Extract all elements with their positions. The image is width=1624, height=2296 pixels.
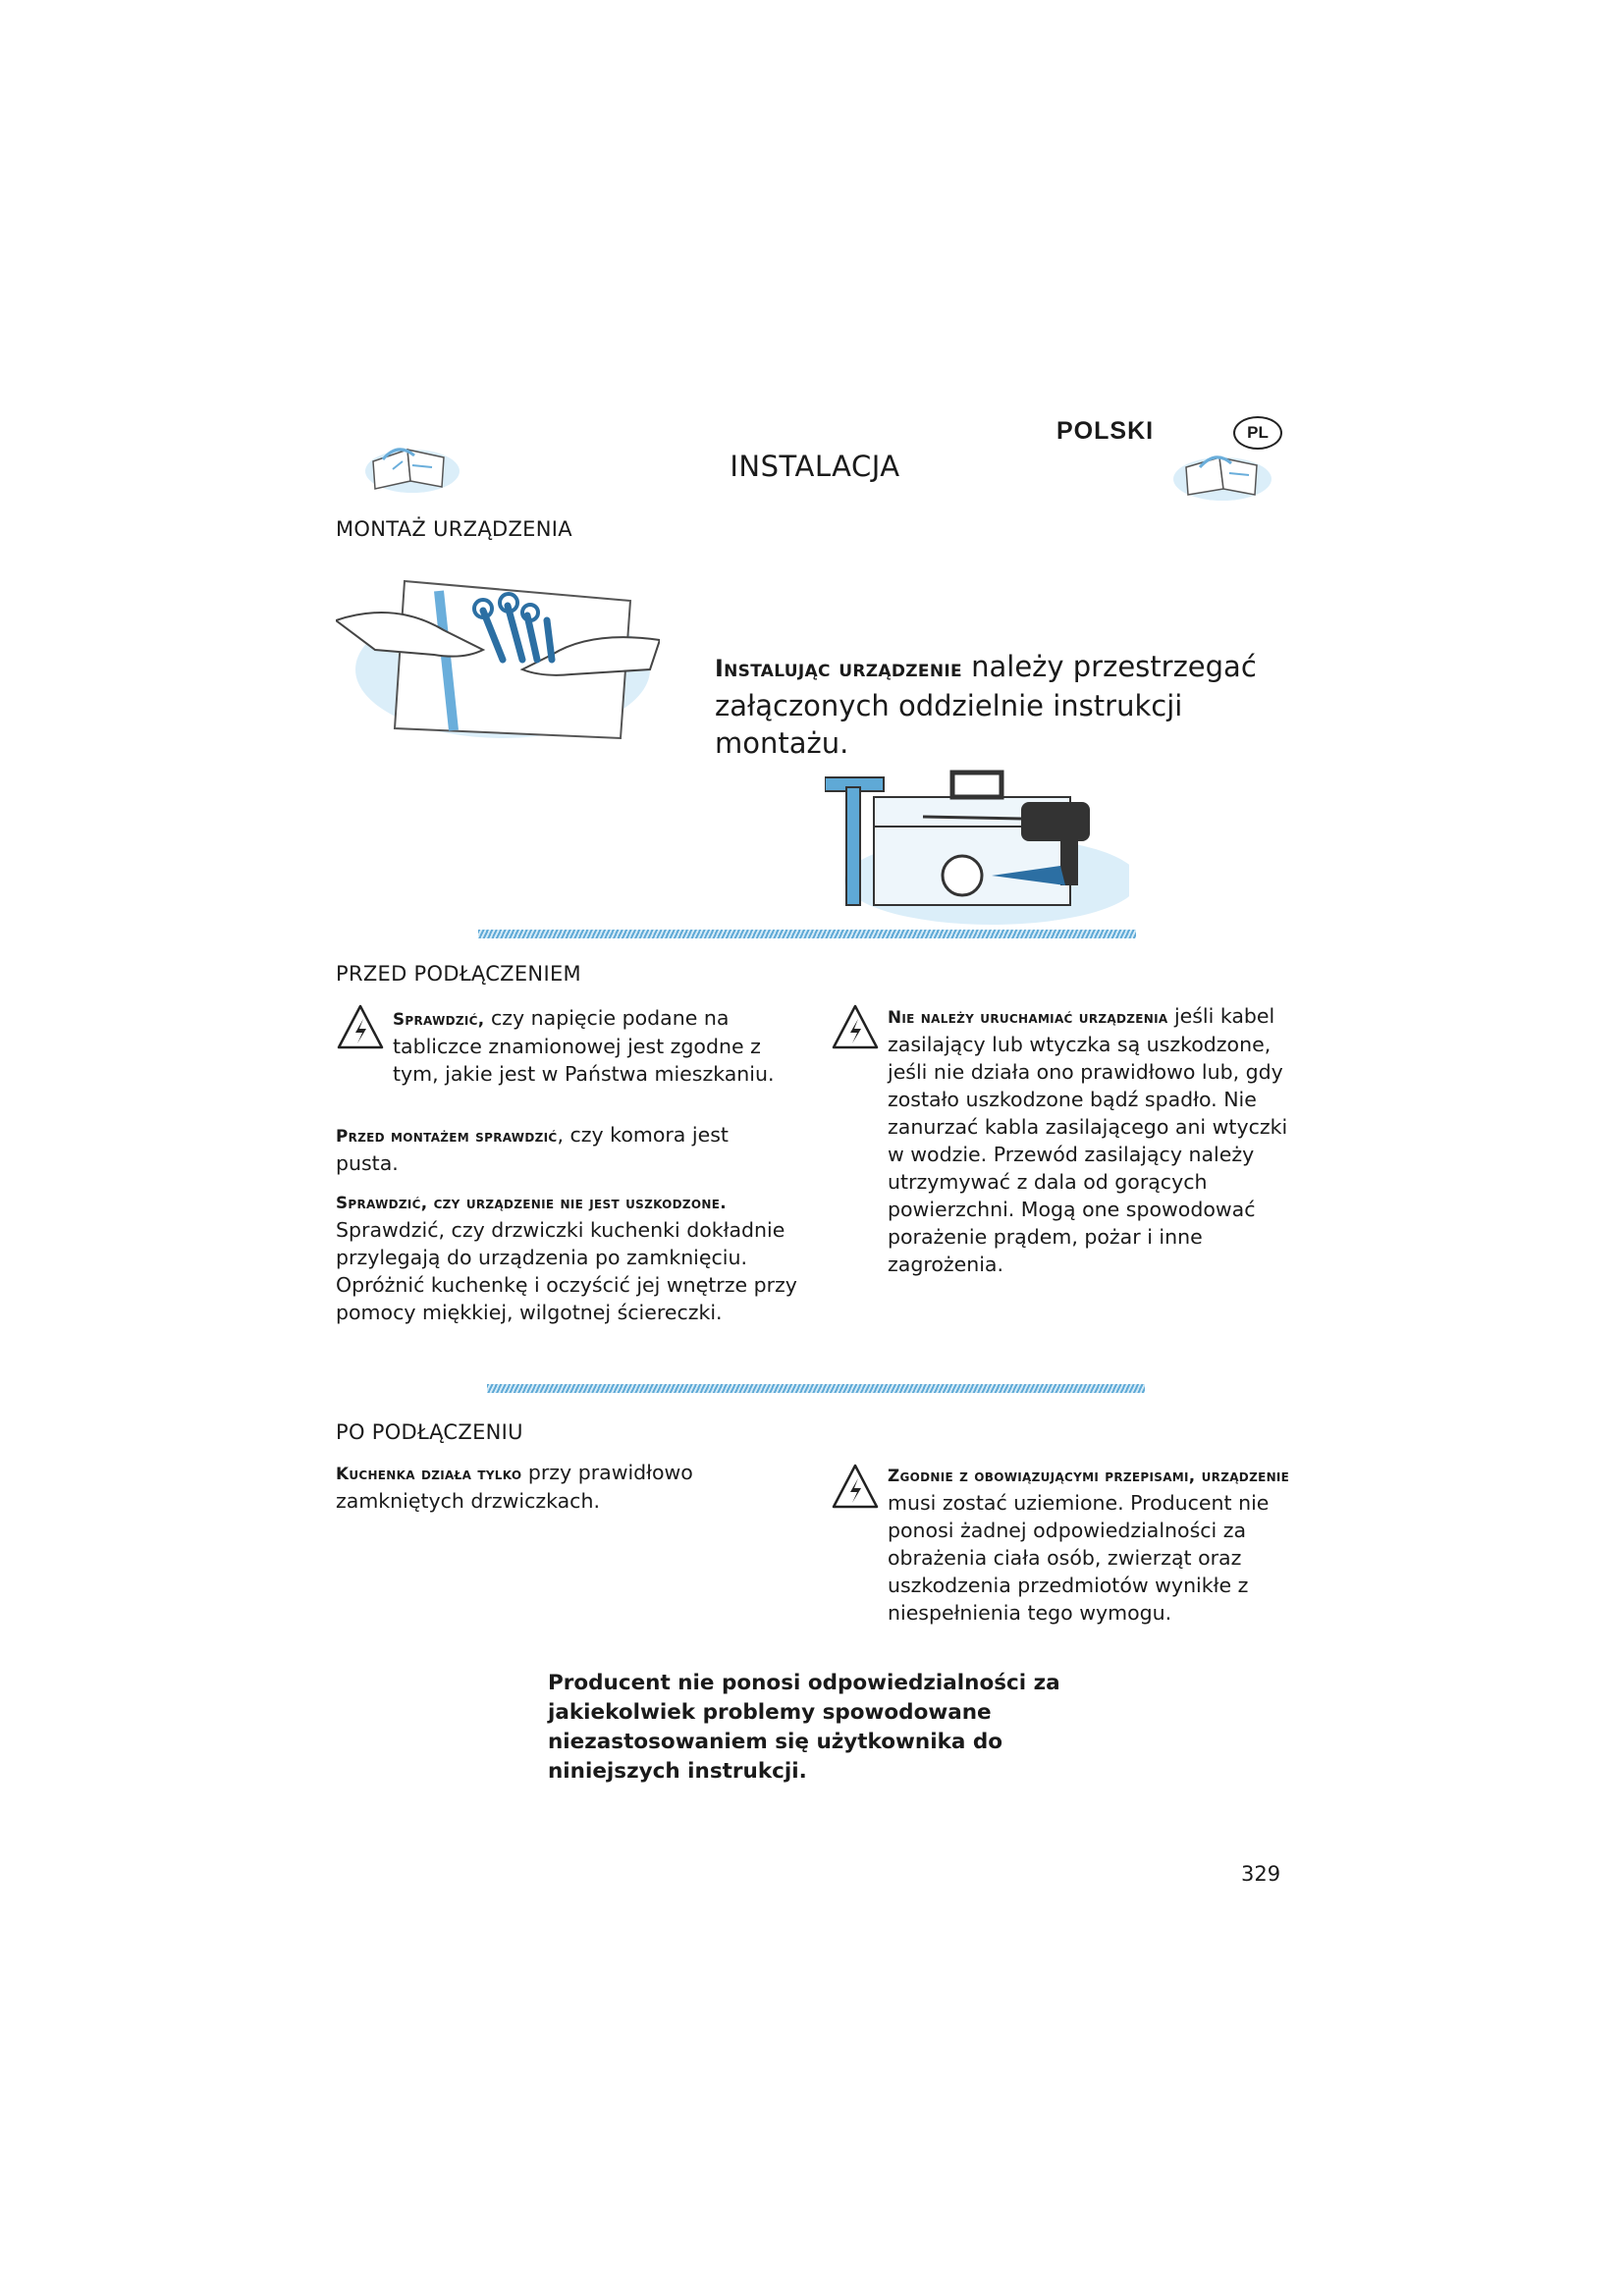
section-heading-after: PO PODŁĄCZENIU [336, 1420, 523, 1444]
section-heading-before: PRZED PODŁĄCZENIEM [336, 962, 581, 986]
separator [478, 930, 1136, 938]
damaged-cable-text: jeśli kabel zasilający lub wtyczka są uszkodzone, jeśli nie działa ono prawidłowo lub, gdy zostało uszkodzone bądź spadło. Nie zanurzać kabla zasilającego ani wtyczki w wodzie. Przewód zasilający należy utrzymywać z dala od gorących powierzchni. Mogą one spowodować porażenie prądem, pożar i inne zagrożenia. [888, 1004, 1288, 1276]
page-number: 329 [1241, 1862, 1281, 1886]
section-heading-montaz: MONTAŻ URZĄDZENIA [336, 517, 572, 541]
electric-warning-icon [831, 1463, 880, 1510]
toolbox-icon [825, 758, 1129, 925]
installation-lead [715, 648, 1324, 762]
page-title: INSTALACJA [730, 450, 900, 483]
grounding-text: musi zostać uziemione. Producent nie ponosi żadnej odpowiedzialności za obrażenia ciała osób, zwierząt oraz uszkodzenia przedmiotów wynikłe z niespełnienia tego wymogu. [888, 1491, 1270, 1625]
liability-disclaimer: Producent nie ponosi odpowiedzialności za jakiekolwiek problemy spowodowane niezastosowaniem się użytkownika do niniejszych instrukcji. [548, 1671, 1060, 1784]
book-bird-icon [353, 432, 461, 501]
damaged-cable-warning [888, 1002, 1290, 1278]
grounding-emphasis: Zgodnie z obowiązującymi przepisami, urządzenie [888, 1466, 1290, 1485]
door-closed-emphasis: Kuchenka działa tylko [336, 1464, 522, 1483]
damage-check [336, 1189, 797, 1326]
electric-warning-icon [831, 1003, 880, 1050]
voltage-warning [393, 1004, 785, 1088]
voltage-warning-emphasis: Sprawdzić, [393, 1009, 485, 1029]
empty-chamber-text: , czy komora jest pusta. [336, 1123, 729, 1175]
separator [487, 1384, 1145, 1393]
hands-manual-icon [336, 561, 660, 748]
grounding-warning [888, 1461, 1290, 1627]
book-bird-icon [1168, 438, 1276, 507]
lead-emphasis: Instalując urządzenie [715, 655, 962, 682]
door-closed-note [336, 1459, 729, 1515]
language-label: POLSKI [1056, 417, 1155, 445]
voltage-warning-text: czy napięcie podane na tabliczce znamionowej jest zgodne z tym, jakie jest w Państwa mieszkaniu. [393, 1006, 775, 1086]
language-badge: PL [1233, 416, 1282, 450]
empty-chamber-emphasis: Przed montażem sprawdzić [336, 1126, 558, 1146]
lead-text: należy przestrzegać załączonych oddzielnie instrukcji montażu. [715, 650, 1257, 760]
empty-chamber-check [336, 1121, 797, 1177]
electric-warning-icon [336, 1003, 385, 1050]
door-closed-text: przy prawidłowo zamkniętych drzwiczkach. [336, 1461, 693, 1513]
damage-check-emphasis: Sprawdzić, czy urządzenie nie jest uszkodzone. [336, 1193, 727, 1212]
damaged-cable-emphasis: Nie należy uruchamiać urządzenia [888, 1007, 1168, 1027]
damage-check-text: Sprawdzić, czy drzwiczki kuchenki dokładnie przylegają do urządzenia po zamknięciu. Opróżnić kuchenkę i oczyścić jej wnętrze przy pomocy miękkiej, wilgotnej ściereczki. [336, 1218, 797, 1324]
